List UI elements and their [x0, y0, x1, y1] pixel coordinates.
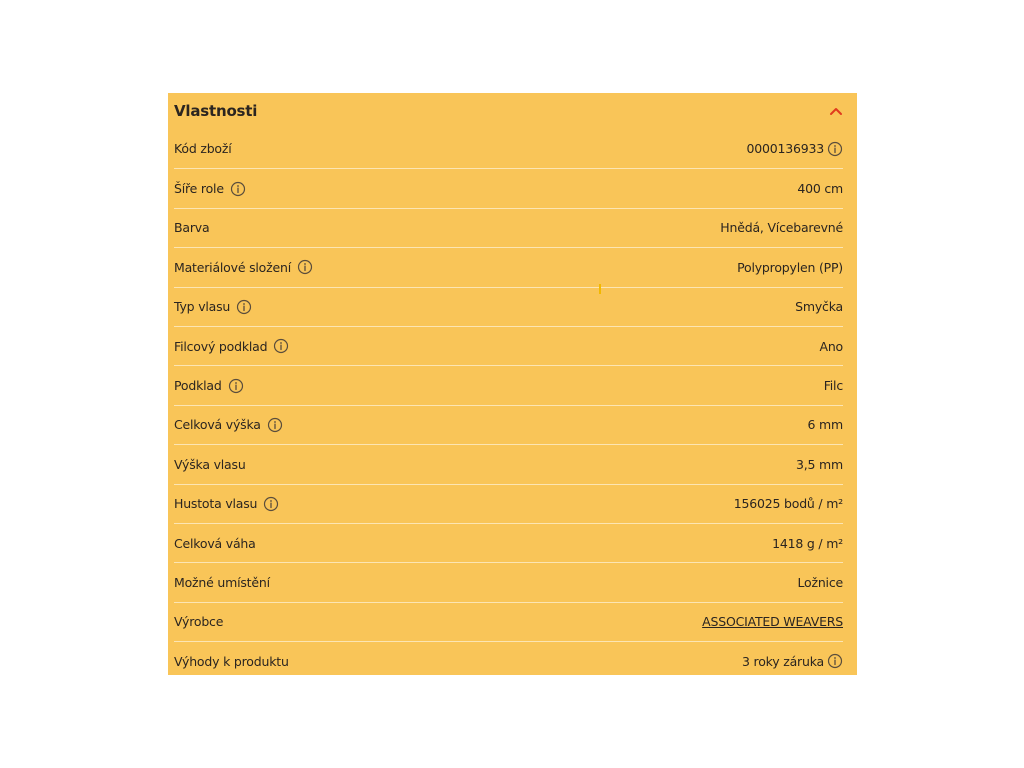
property-label	[174, 181, 246, 197]
property-label	[174, 338, 289, 354]
property-value-text: Ložnice	[797, 574, 843, 590]
property-row	[174, 208, 843, 247]
property-row	[174, 444, 843, 483]
property-label	[174, 299, 252, 315]
info-icon[interactable]	[273, 338, 289, 354]
property-value-text: 3 roky záruka	[742, 653, 824, 669]
property-label	[174, 259, 313, 275]
property-value	[824, 378, 843, 393]
property-value	[796, 457, 843, 472]
info-icon[interactable]	[297, 259, 313, 275]
info-icon[interactable]	[236, 299, 252, 315]
property-value-text: Smyčka	[795, 299, 843, 315]
property-value	[720, 220, 843, 235]
property-label-text: Šíře role	[174, 181, 224, 197]
properties-list	[168, 129, 857, 675]
property-row	[174, 405, 843, 444]
chevron-up-icon[interactable]	[829, 104, 843, 118]
property-label-text: Celková výška	[174, 417, 261, 433]
property-value-text: 156025 bodů / m²	[733, 496, 843, 512]
property-label	[174, 496, 279, 512]
property-value	[808, 417, 843, 432]
property-value	[702, 614, 843, 629]
property-label-text: Celková váha	[174, 535, 256, 551]
property-row	[174, 562, 843, 601]
info-icon[interactable]	[228, 378, 244, 394]
properties-header[interactable]	[168, 93, 857, 129]
property-label	[174, 654, 289, 669]
info-icon[interactable]	[827, 141, 843, 157]
property-row	[174, 287, 843, 326]
property-value-text: 3,5 mm	[795, 456, 843, 472]
property-row	[174, 326, 843, 365]
property-value	[795, 299, 843, 314]
panel-title: Vlastnosti	[174, 102, 258, 120]
property-value-text: Polypropylen (PP)	[737, 259, 843, 275]
property-label-text: Podklad	[174, 378, 222, 394]
property-label	[174, 457, 246, 472]
property-value-text: 400 cm	[797, 181, 843, 197]
info-icon[interactable]	[827, 653, 843, 669]
property-value-text: 6 mm	[807, 417, 843, 433]
property-label	[174, 220, 209, 235]
property-label-text: Výrobce	[174, 614, 224, 630]
info-icon[interactable]	[263, 496, 279, 512]
property-row	[174, 168, 843, 207]
property-value-text: Ano	[819, 338, 843, 354]
property-label-text: Výška vlasu	[174, 456, 246, 472]
property-row	[174, 523, 843, 562]
property-label	[174, 141, 232, 156]
property-row	[174, 365, 843, 404]
property-label	[174, 417, 283, 433]
property-label-text: Filcový podklad	[174, 338, 268, 354]
property-value-text: 1418 g / m²	[772, 535, 843, 551]
property-row	[174, 484, 843, 523]
property-row	[174, 247, 843, 286]
property-value	[797, 181, 843, 196]
property-value	[734, 496, 843, 511]
cursor-marker	[599, 284, 601, 294]
property-label-text: Hustota vlasu	[174, 496, 258, 512]
property-value-text: Filc	[823, 378, 843, 394]
property-value	[819, 339, 843, 354]
property-value	[772, 536, 843, 551]
property-value	[742, 653, 843, 669]
property-row	[174, 129, 843, 168]
properties-panel	[168, 93, 857, 675]
manufacturer-link[interactable]: ASSOCIATED WEAVERS	[702, 614, 843, 630]
property-label-text: Výhody k produktu	[174, 653, 289, 669]
property-label-text: Materiálové složení	[174, 259, 291, 275]
property-value	[737, 260, 843, 275]
property-row	[174, 641, 843, 675]
property-label	[174, 536, 256, 551]
property-label	[174, 378, 244, 394]
property-label-text: Typ vlasu	[174, 299, 231, 315]
info-icon[interactable]	[230, 181, 246, 197]
property-value	[746, 141, 843, 157]
property-row	[174, 602, 843, 641]
property-value-text: 0000136933	[746, 141, 824, 157]
property-label-text: Kód zboží	[174, 141, 232, 157]
property-label-text: Barva	[174, 220, 210, 236]
info-icon[interactable]	[267, 417, 283, 433]
property-label	[174, 575, 270, 590]
property-value-text: Hnědá, Vícebarevné	[720, 220, 843, 236]
property-value	[797, 575, 843, 590]
property-label-text: Možné umístění	[174, 574, 270, 590]
property-label	[174, 614, 223, 629]
